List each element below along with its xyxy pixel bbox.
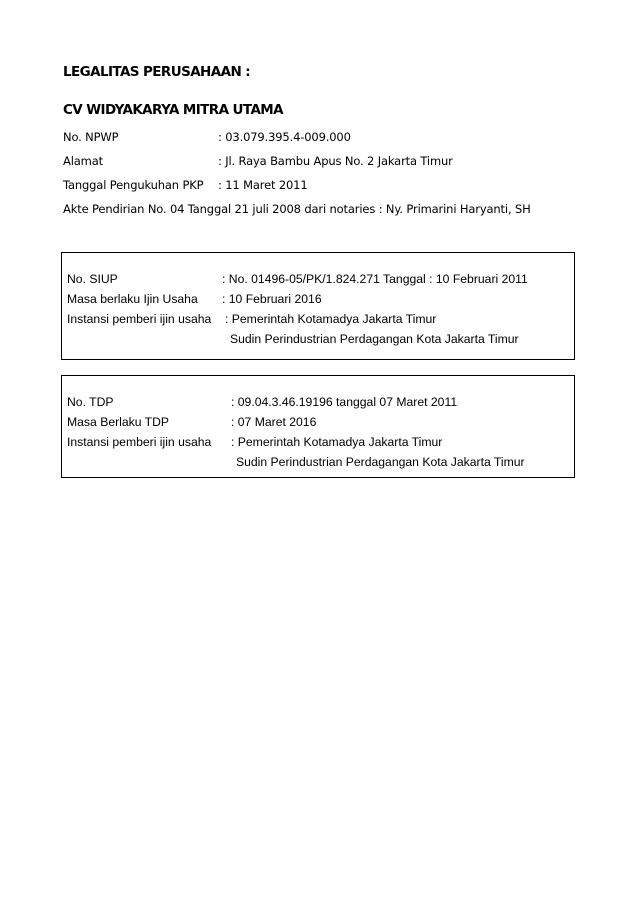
akte-row: Akte Pendirian No. 04 Tanggal 21 juli 2008 dari notaries : Ny. Primarini Haryanti, SH <box>63 202 531 216</box>
siup-box <box>61 252 575 360</box>
siup-instansi-label: Instansi pemberi ijin usaha <box>67 312 212 326</box>
siup-no-label: No. SIUP <box>67 272 118 286</box>
tdp-box <box>61 375 575 478</box>
pkp-value: : 11 Maret 2011 <box>218 178 308 192</box>
tdp-no-value: : 09.04.3.46.19196 tanggal 07 Maret 2011 <box>231 395 458 409</box>
tdp-instansi-label: Instansi pemberi ijin usaha <box>67 435 212 449</box>
document-title: LEGALITAS PERUSAHAAN : <box>63 64 251 80</box>
siup-instansi-value-2: Sudin Perindustrian Perdagangan Kota Jakarta Timur <box>230 332 519 346</box>
pkp-label: Tanggal Pengukuhan PKP <box>63 178 204 192</box>
alamat-value: : Jl. Raya Bambu Apus No. 2 Jakarta Timur <box>218 154 453 168</box>
siup-instansi-value: : Pemerintah Kotamadya Jakarta Timur <box>225 312 437 326</box>
npwp-label: No. NPWP <box>63 130 119 144</box>
tdp-masa-value: : 07 Maret 2016 <box>231 415 317 429</box>
tdp-instansi-value-2: Sudin Perindustrian Perdagangan Kota Jakarta Timur <box>236 455 525 469</box>
tdp-instansi-value: : Pemerintah Kotamadya Jakarta Timur <box>231 435 443 449</box>
company-name: CV WIDYAKARYA MITRA UTAMA <box>63 102 283 118</box>
npwp-value: : 03.079.395.4-009.000 <box>218 130 351 144</box>
siup-no-value: : No. 01496-05/PK/1.824.271 Tanggal : 10 Februari 2011 <box>222 272 528 286</box>
tdp-masa-label: Masa Berlaku TDP <box>67 415 170 429</box>
alamat-label: Alamat <box>63 154 103 168</box>
siup-masa-label: Masa berlaku Ijin Usaha <box>67 292 198 306</box>
siup-masa-value: : 10 Februari 2016 <box>222 292 322 306</box>
tdp-no-label: No. TDP <box>67 395 114 409</box>
